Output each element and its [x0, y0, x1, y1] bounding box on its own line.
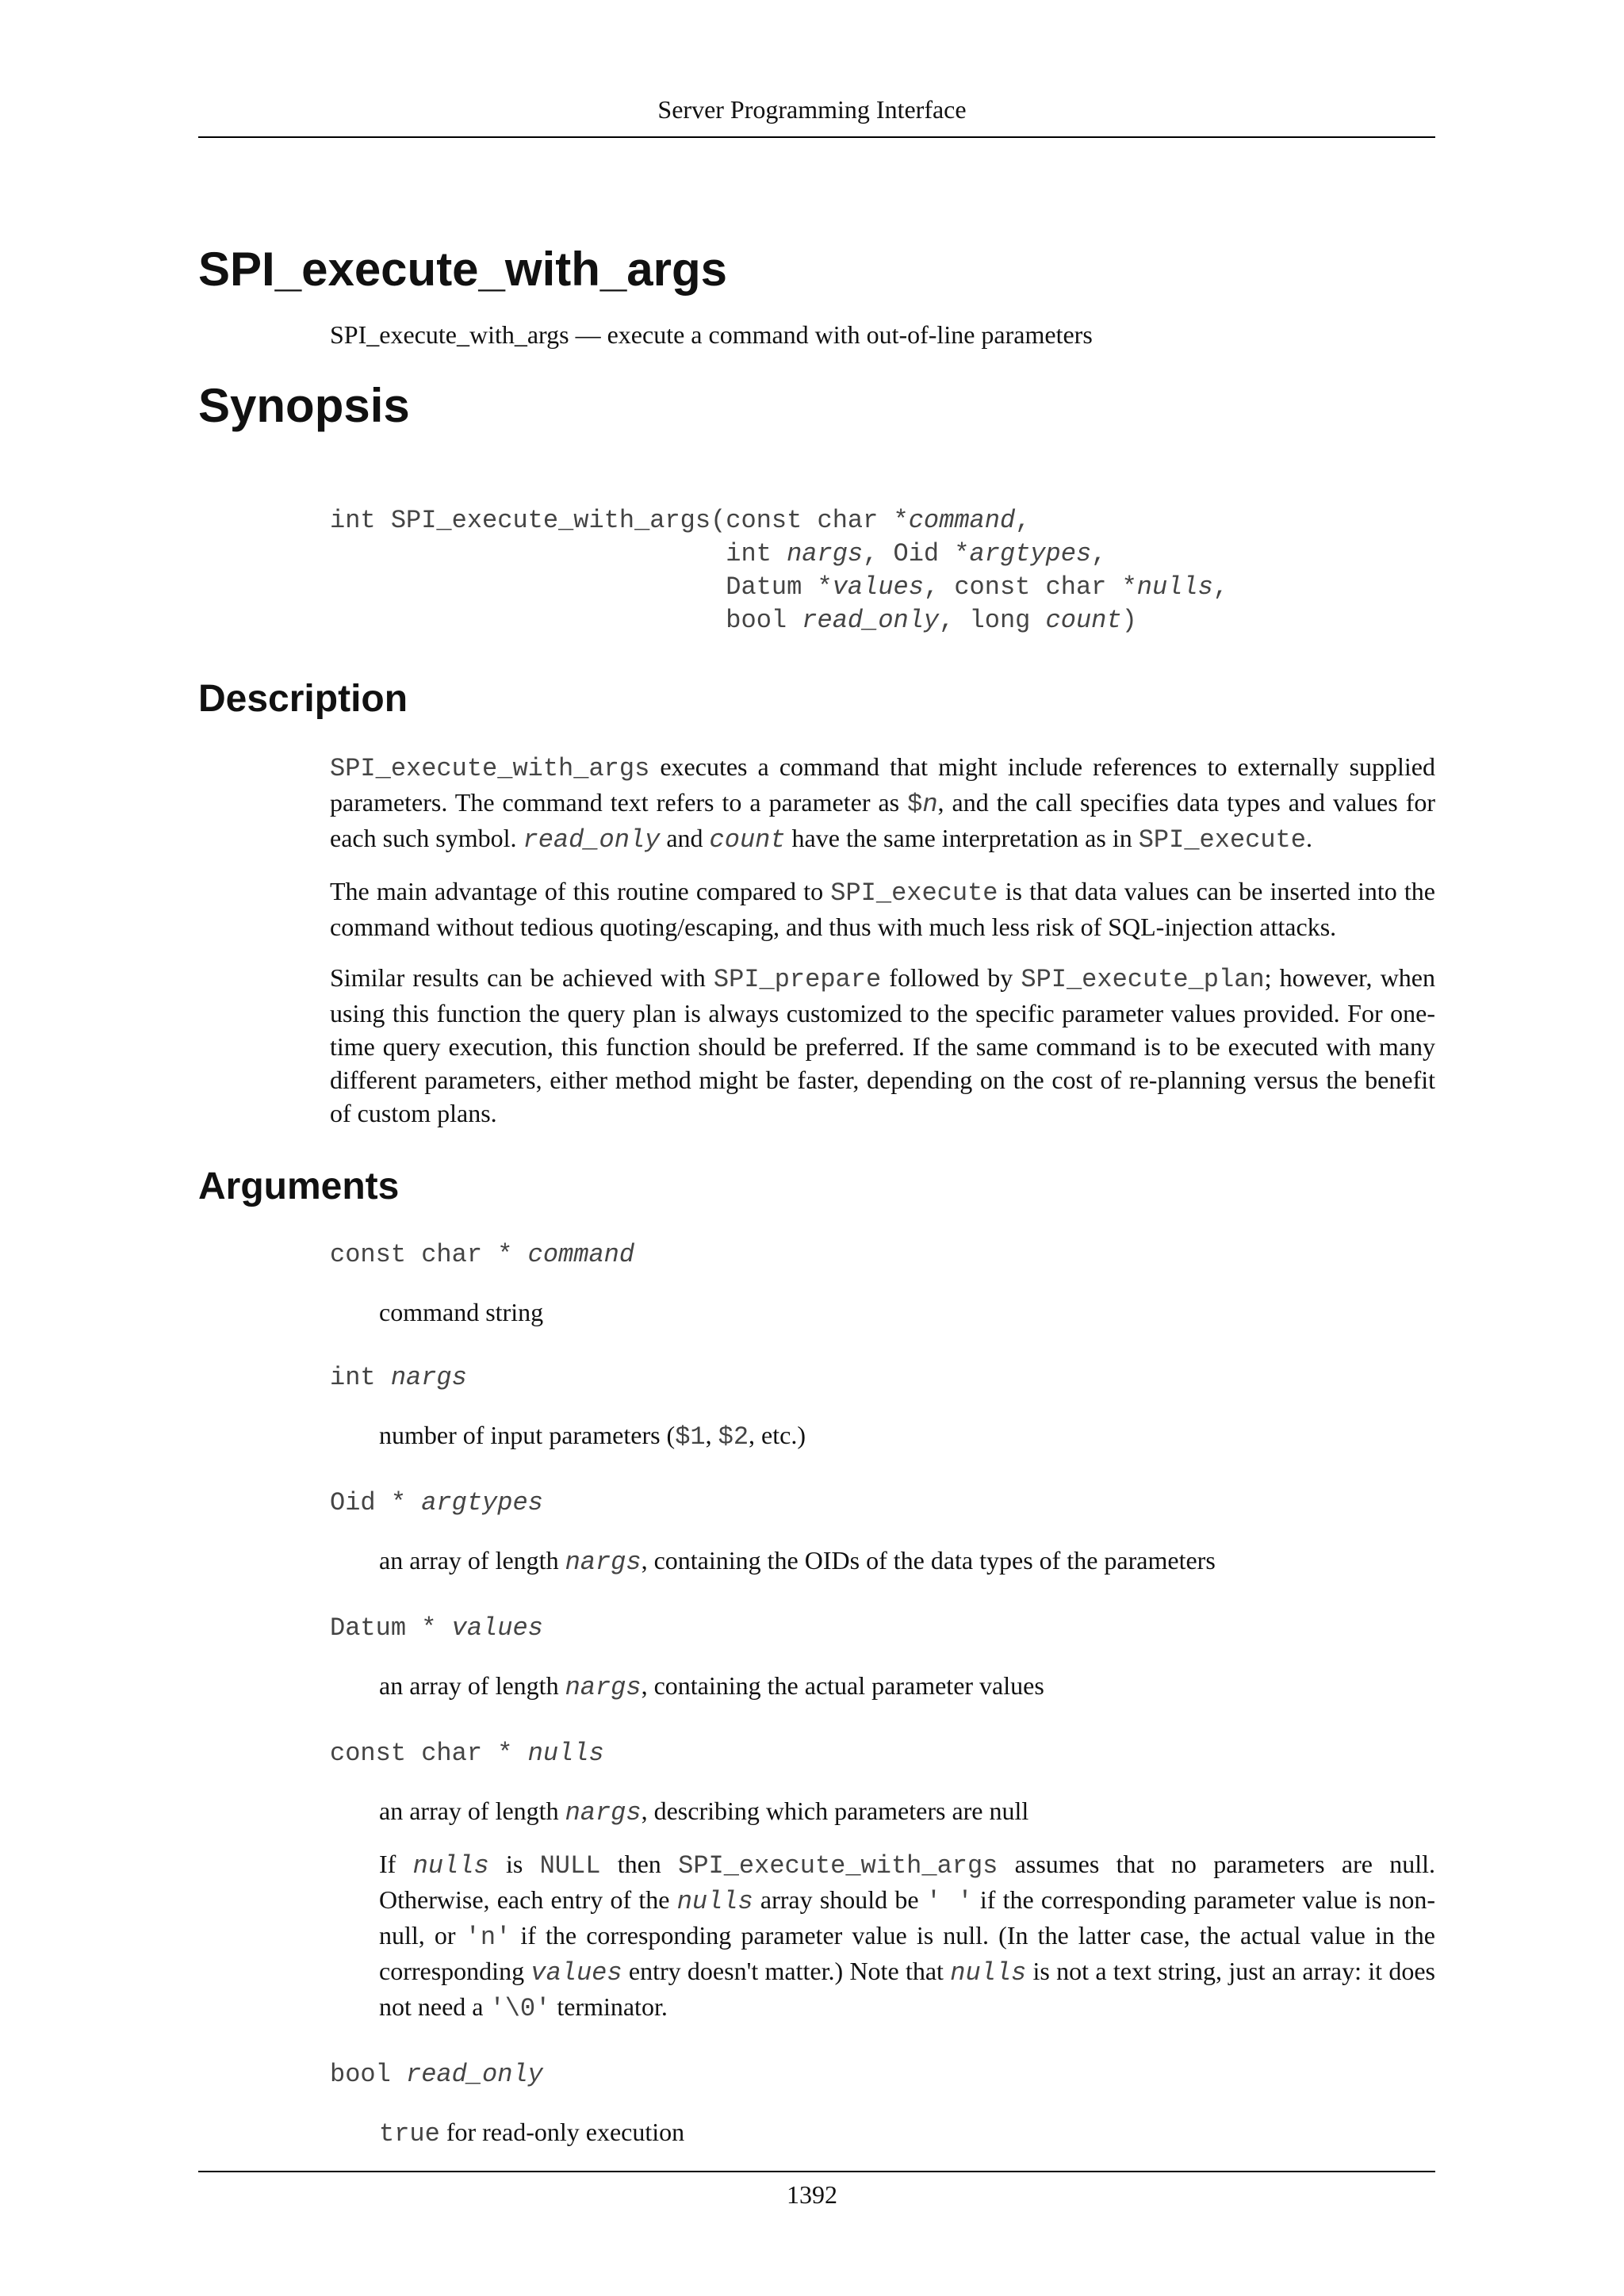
- code: '\0': [489, 1994, 551, 2023]
- text: ,: [705, 1421, 718, 1449]
- code-param: nargs: [565, 1798, 642, 1827]
- arg-type: Oid *: [330, 1488, 422, 1517]
- refpurpose: SPI_execute_with_args — execute a command with out-of-line parameters: [330, 320, 1093, 349]
- arg-name: argtypes: [421, 1488, 543, 1517]
- arg-name: command: [527, 1240, 635, 1269]
- text: and: [660, 824, 710, 852]
- synopsis-text: int: [726, 539, 787, 568]
- synopsis-text: ,: [1015, 506, 1031, 535]
- code: 'n': [465, 1923, 511, 1952]
- arg-type: int: [330, 1363, 391, 1392]
- text: an array of length: [379, 1546, 565, 1575]
- synopsis-param: command: [908, 506, 1016, 535]
- argument-desc-nulls-detail: [379, 1847, 1435, 2026]
- synopsis-text: , long: [939, 606, 1046, 635]
- argument-term-nulls: [330, 1735, 1435, 1770]
- argument-desc-values: [379, 1669, 1435, 1705]
- synopsis-param: read_only: [802, 606, 940, 635]
- arg-name: nulls: [527, 1739, 604, 1768]
- synopsis-param: count: [1045, 606, 1122, 635]
- argument-term-command: [330, 1236, 1435, 1272]
- text: followed by: [881, 963, 1021, 992]
- synopsis-text: , const char *: [923, 572, 1137, 602]
- code-fn: SPI_prepare: [713, 965, 882, 994]
- arguments-heading: Arguments: [198, 1165, 400, 1207]
- argument-term-values: [330, 1609, 1435, 1645]
- arguments-section: [198, 1161, 1435, 2151]
- synopsis-line-3: [330, 571, 1435, 604]
- synopsis-indent: [330, 572, 726, 602]
- code: $2: [718, 1422, 749, 1452]
- arg-name: values: [451, 1613, 543, 1643]
- argument-term-argtypes: [330, 1484, 1435, 1520]
- code-fn: SPI_execute_with_args: [330, 754, 650, 783]
- code: ' ': [925, 1887, 973, 1916]
- text: then: [600, 1850, 679, 1878]
- argument-desc-argtypes: [379, 1544, 1435, 1579]
- code-fn: SPI_execute_plan: [1021, 965, 1265, 994]
- synopsis-indent: [330, 539, 726, 568]
- text: have the same interpretation as in: [785, 824, 1139, 852]
- argument-desc-read-only: [379, 2115, 1435, 2151]
- code-param: count: [709, 825, 786, 855]
- code-fn: SPI_execute_with_args: [678, 1851, 998, 1881]
- page-content: [198, 238, 1435, 2151]
- code-param: n: [922, 790, 938, 819]
- arg-type: const char *: [330, 1240, 528, 1269]
- synopsis-text: , Oid *: [863, 539, 970, 568]
- arg-type: Datum *: [330, 1613, 452, 1643]
- code-fn: SPI_execute: [1138, 825, 1306, 855]
- text: number of input parameters (: [379, 1421, 676, 1449]
- synopsis-text: int SPI_execute_with_args(const char *: [330, 506, 909, 535]
- argument-desc-command: command string: [379, 1298, 544, 1326]
- synopsis-param: nulls: [1136, 572, 1213, 602]
- code-param: nargs: [565, 1673, 642, 1702]
- synopsis-text: ,: [1212, 572, 1228, 602]
- text: , etc.): [749, 1421, 806, 1449]
- text: ; however, when using this function the query plan is always customized to the specific parameter values provided. For one-time query execution, this function should be preferred. If the same command is to be executed with many different parameters, either method might be faster, depending on the cost of re-planning versus the benefit of custom plans.: [330, 963, 1436, 1127]
- text: Similar results can be achieved with: [330, 963, 714, 992]
- text: array should be: [753, 1885, 926, 1914]
- synopsis-text: ): [1121, 606, 1137, 635]
- code: $: [907, 790, 923, 819]
- argument-desc-nulls: [379, 1794, 1435, 1830]
- text: If: [379, 1850, 413, 1878]
- text: if the corresponding parameter value is null. (In the latter case, the actual value in the corresponding: [379, 1921, 1436, 1985]
- synopsis-line-4: [330, 604, 1435, 637]
- argument-desc-nargs: [379, 1418, 1435, 1454]
- synopsis-param: values: [832, 572, 924, 602]
- description-section: [198, 674, 1435, 1130]
- text: , and the call specifies data types and values for each such symbol.: [330, 788, 1436, 852]
- code-param: nargs: [565, 1548, 642, 1577]
- arg-name: read_only: [406, 2060, 543, 2089]
- description-paragraph-1: [330, 750, 1435, 857]
- text: is: [488, 1850, 540, 1878]
- text: for read-only execution: [439, 2118, 685, 2146]
- synopsis-param: argtypes: [969, 539, 1092, 568]
- header-rule: [198, 136, 1435, 138]
- synopsis-code: [330, 504, 1435, 637]
- text: The main advantage of this routine compared to: [330, 877, 831, 905]
- code-param: nulls: [950, 1958, 1027, 1988]
- running-header: Server Programming Interface: [657, 95, 967, 124]
- code: $1: [675, 1422, 706, 1452]
- code-param: nulls: [676, 1887, 753, 1916]
- synopsis-text: bool: [726, 606, 802, 635]
- arg-type: const char *: [330, 1739, 528, 1768]
- text: executes a command that might include references to externally supplied parameters. The command text refers to a parameter as: [330, 752, 1435, 817]
- text: an array of length: [379, 1797, 565, 1825]
- text: .: [1305, 824, 1312, 852]
- code: NULL: [539, 1851, 601, 1881]
- synopsis-text: Datum *: [726, 572, 833, 602]
- description-paragraph-3: [330, 961, 1435, 1130]
- arg-type: bool: [330, 2060, 407, 2089]
- description-paragraph-2: [330, 874, 1435, 943]
- synopsis-line-2: [330, 538, 1435, 571]
- argument-term-nargs: [330, 1359, 1435, 1395]
- text: assumes that no parameters are null. Otherwise, each entry of the: [379, 1850, 1436, 1914]
- synopsis-indent: [330, 606, 726, 635]
- text: entry doesn't matter.) Note that: [622, 1957, 951, 1985]
- text: is that data values can be inserted into the command without tedious quoting/escaping, and thus with much less risk of SQL-injection attacks.: [330, 877, 1436, 941]
- synopsis-text: ,: [1091, 539, 1107, 568]
- arg-name: nargs: [390, 1363, 467, 1392]
- page-title: SPI_execute_with_args: [198, 243, 728, 296]
- code-param: read_only: [523, 825, 661, 855]
- text: , containing the actual parameter values: [641, 1671, 1044, 1700]
- page-number: 1392: [787, 2180, 837, 2209]
- code-param: values: [530, 1958, 622, 1988]
- text: , describing which parameters are null: [641, 1797, 1029, 1825]
- synopsis-line-1: [330, 504, 1435, 538]
- footer-rule: [198, 2171, 1435, 2172]
- text: is not a text string, just an array: it does not need a: [379, 1957, 1436, 2021]
- text: , containing the OIDs of the data types of the parameters: [641, 1546, 1216, 1575]
- code: true: [379, 2119, 440, 2149]
- code-fn: SPI_execute: [830, 878, 998, 908]
- text: an array of length: [379, 1671, 565, 1700]
- description-heading: Description: [198, 678, 408, 720]
- text: if the corresponding parameter value is non-null, or: [379, 1885, 1436, 1950]
- synopsis-heading: Synopsis: [198, 379, 410, 432]
- argument-term-read-only: [330, 2056, 1435, 2091]
- synopsis-param: nargs: [787, 539, 864, 568]
- code-param: nulls: [412, 1851, 489, 1881]
- text: terminator.: [550, 1992, 668, 2021]
